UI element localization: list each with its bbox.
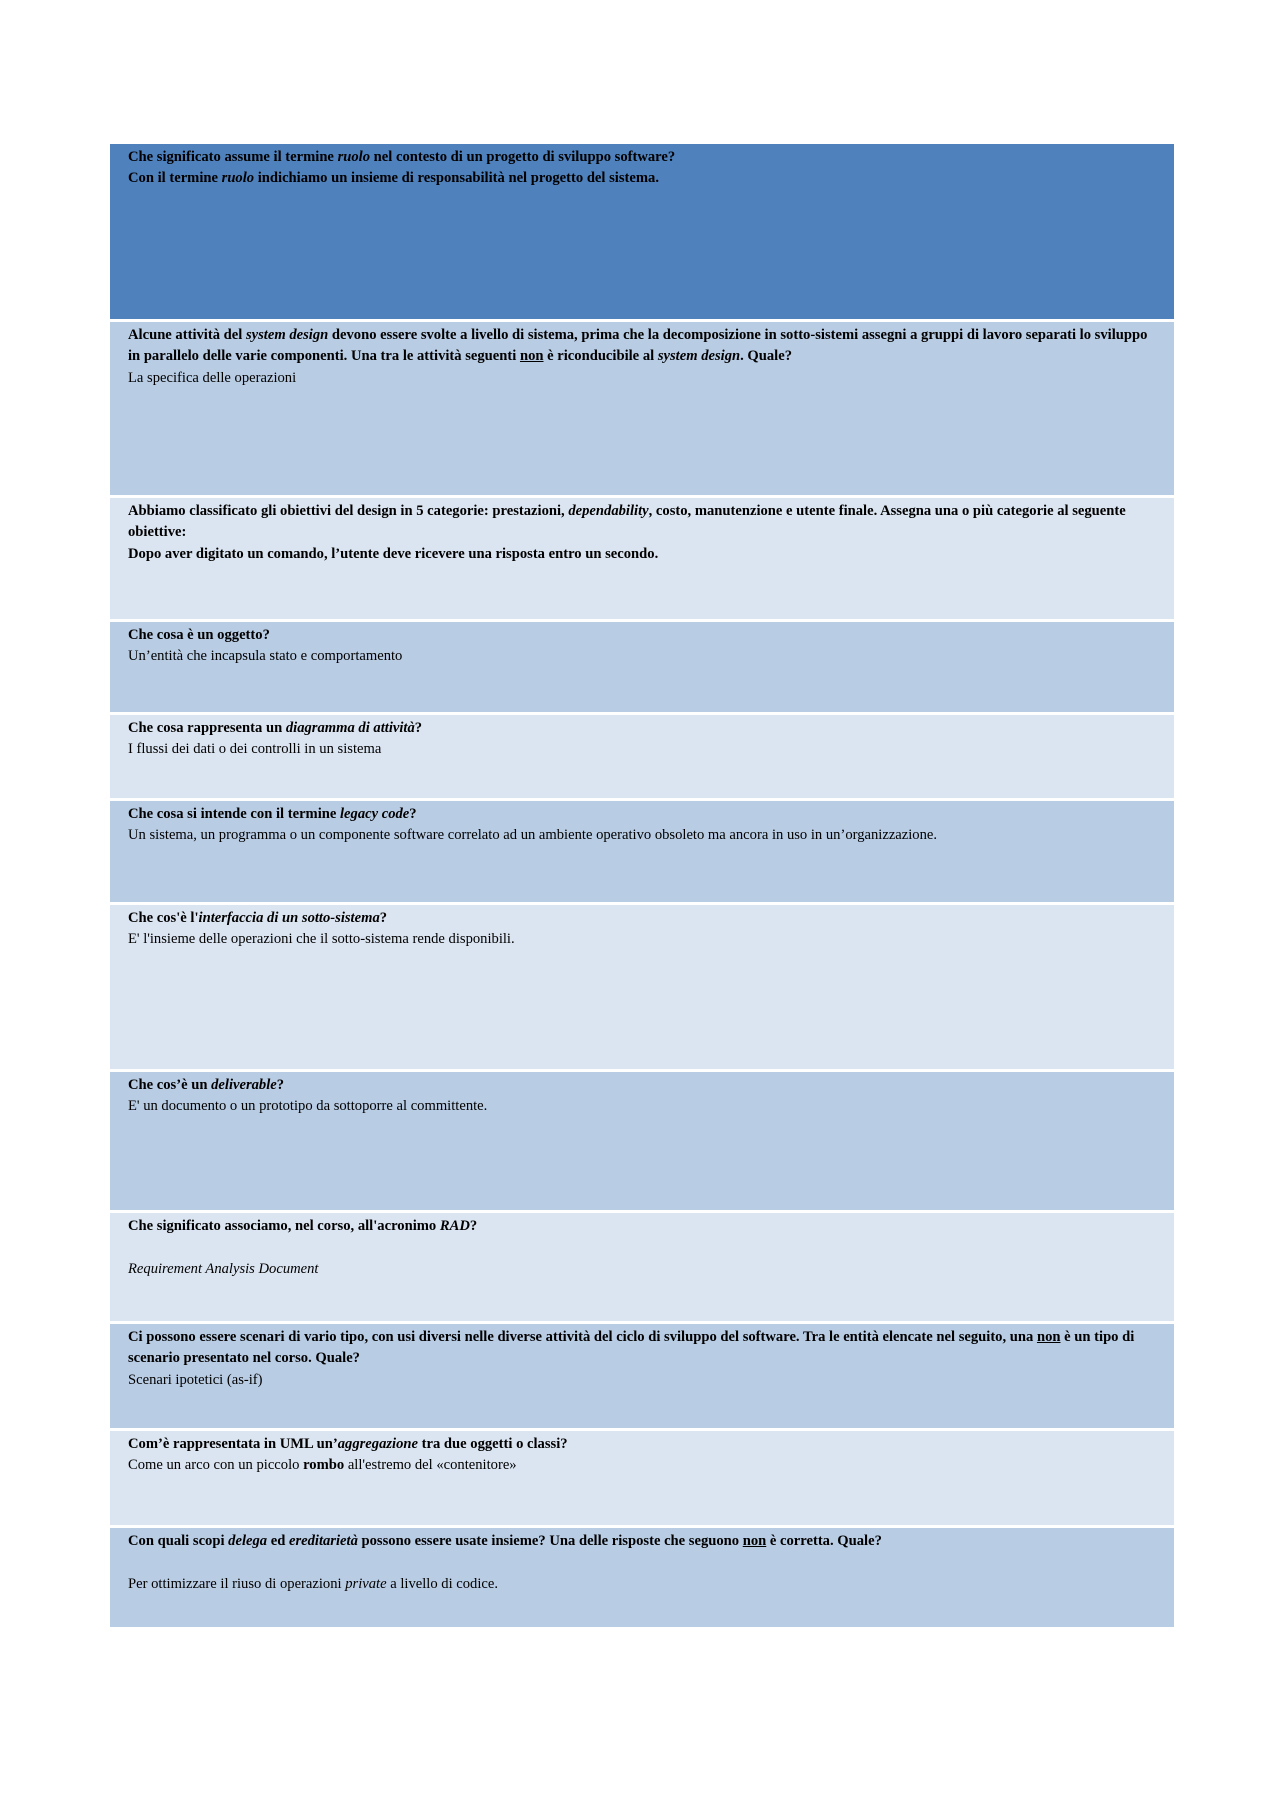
answer-text: Requirement Analysis Document	[128, 1260, 319, 1277]
qa-row-4	[110, 622, 1174, 715]
qa-row-7	[110, 905, 1174, 1072]
spacer	[128, 1552, 1156, 1573]
answer-text: Scenari ipotetici (as-if)	[128, 1371, 263, 1388]
spacer	[128, 1237, 1156, 1258]
qa-row-10	[110, 1324, 1174, 1431]
question-text: Che cosa rappresenta un diagramma di attività?	[128, 720, 423, 736]
answer-text: E' un documento o un prototipo da sottoporre al committente.	[128, 1098, 488, 1115]
answer-text: Un’entità che incapsula stato e comportamento	[128, 648, 403, 665]
qa-row-2	[110, 322, 1174, 498]
answer-text: Per ottimizzare il riuso di operazioni private a livello di codice.	[128, 1575, 499, 1592]
answer-text: Con il termine ruolo indichiamo un insieme di responsabilità nel progetto del sistema.	[128, 170, 659, 187]
qa-row-11	[110, 1431, 1174, 1528]
answer-text: Dopo aver digitato un comando, l’utente deve ricevere una risposta entro un secondo.	[128, 545, 659, 562]
answer-text: La specifica delle operazioni	[128, 369, 297, 386]
question-text: Abbiamo classificato gli obiettivi del design in 5 categorie: prestazioni, dependability, costo, manutenzione e utente finale. Assegna una o più categorie al seguente obiettive:	[128, 503, 1126, 541]
question-text: Che significato associamo, nel corso, all'acronimo RAD?	[128, 1218, 478, 1234]
answer-text: I flussi dei dati o dei controlli in un sistema	[128, 741, 382, 758]
question-text: Con quali scopi delega ed ereditarietà possono essere usate insieme? Una delle risposte che seguono non è corretta. Quale?	[128, 1533, 882, 1549]
question-text: Com’è rappresentata in UML un’aggregazione tra due oggetti o classi?	[128, 1436, 568, 1452]
qa-row-1	[110, 144, 1174, 322]
answer-text: Un sistema, un programma o un componente software correlato ad un ambiente operativo obsoleto ma ancora in uso in un’organizzazione.	[128, 827, 938, 844]
question-text: Ci possono essere scenari di vario tipo, con usi diversi nelle diverse attività del ciclo di sviluppo del software. Tra le entità elencate nel seguito, una non è un tipo di scenario presentato nel corso. Quale?	[128, 1329, 1135, 1367]
qa-row-3	[110, 498, 1174, 622]
qa-row-5	[110, 715, 1174, 801]
answer-text: E' l'insieme delle operazioni che il sotto-sistema rende disponibili.	[128, 931, 515, 948]
question-text: Che cosa è un oggetto?	[128, 627, 270, 643]
qa-row-12	[110, 1528, 1174, 1627]
question-text: Che cos'è l'interfaccia di un sotto-sistema?	[128, 910, 388, 926]
question-text: Che significato assume il termine ruolo nel contesto di un progetto di sviluppo software?	[128, 149, 676, 165]
qa-row-9	[110, 1213, 1174, 1324]
question-text: Che cosa si intende con il termine legacy code?	[128, 806, 417, 822]
qa-row-6	[110, 801, 1174, 905]
question-text: Che cos’è un deliverable?	[128, 1077, 285, 1093]
qa-table	[110, 144, 1174, 1627]
question-text: Alcune attività del system design devono essere svolte a livello di sistema, prima che la decomposizione in sotto-sistemi assegni a gruppi di lavoro separati lo sviluppo in parallelo delle varie componenti. Una tra le attività seguenti non è riconducibile al system design. Quale?	[128, 327, 1148, 365]
answer-text: Come un arco con un piccolo rombo all'estremo del «contenitore»	[128, 1457, 517, 1474]
qa-row-8	[110, 1072, 1174, 1213]
